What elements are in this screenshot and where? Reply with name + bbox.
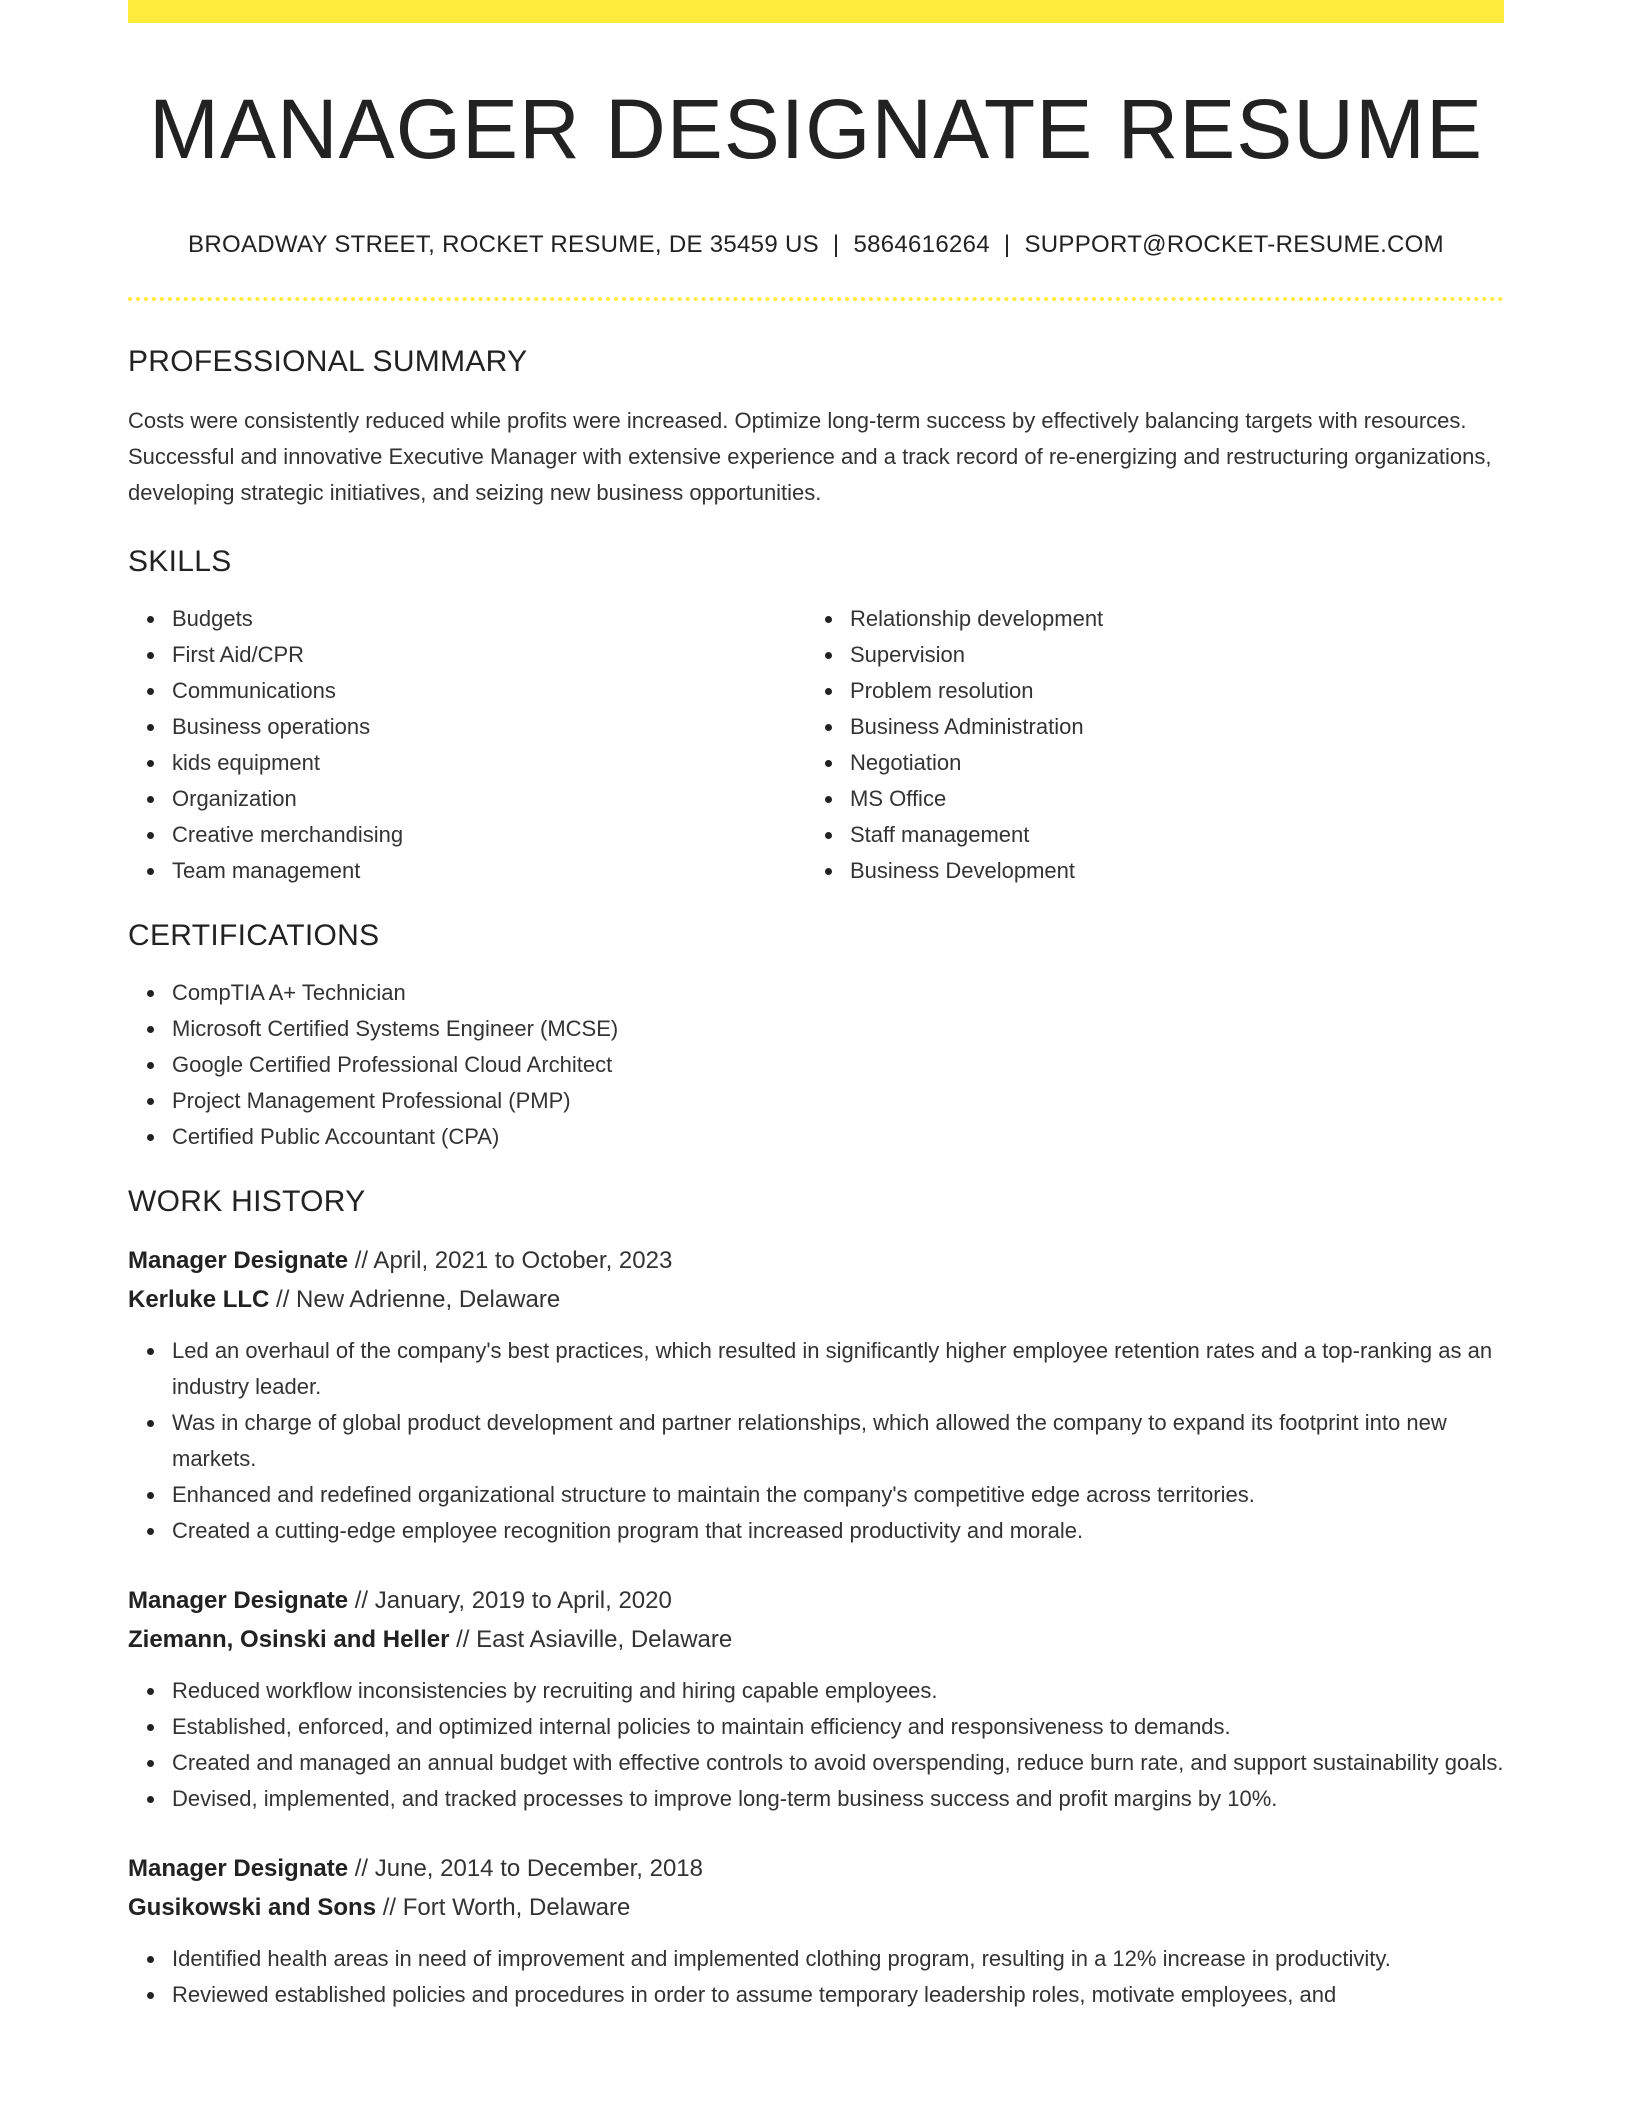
skill-item: Problem resolution [850, 673, 1484, 709]
job-company: Kerluke LLC [128, 1286, 270, 1314]
resume-page [128, 0, 1504, 2013]
skill-item: Business Administration [850, 709, 1484, 745]
certification-item: Microsoft Certified Systems Engineer (MCSE) [172, 1011, 1504, 1047]
skills-column-left [128, 601, 806, 889]
job-company-line [128, 1620, 1504, 1659]
skills-list-left [128, 601, 806, 889]
skills-heading: SKILLS [128, 545, 232, 579]
contact-line [128, 231, 1504, 259]
skill-item: kids equipment [172, 745, 806, 781]
summary-heading: PROFESSIONAL SUMMARY [128, 345, 528, 379]
skill-item: Organization [172, 781, 806, 817]
work-history-heading: WORK HISTORY [128, 1185, 366, 1219]
accent-top-bar [128, 0, 1504, 23]
skills-column-right [806, 601, 1484, 889]
job-bullet: Reviewed established policies and procedures in order to assume temporary leadership roles, motivate employees, and [172, 1977, 1504, 2013]
skills-list-right [806, 601, 1484, 889]
job-bullet: Reduced workflow inconsistencies by recruiting and hiring capable employees. [172, 1673, 1504, 1709]
skill-item: Budgets [172, 601, 806, 637]
job-role: Manager Designate [128, 1587, 349, 1615]
job-location: // New Adrienne, Delaware [276, 1286, 561, 1314]
skill-item: Team management [172, 853, 806, 889]
job-bullet-list [128, 1333, 1504, 1549]
job-entry [128, 1241, 1504, 1549]
job-bullet: Led an overhaul of the company's best practices, which resulted in significantly higher employee retention rates and a top-ranking as an industry leader. [172, 1333, 1504, 1405]
job-bullet-list [128, 1673, 1504, 1817]
contact-phone: 5864616264 [853, 231, 990, 259]
job-dates: // January, 2019 to April, 2020 [354, 1587, 672, 1615]
job-dates: // April, 2021 to October, 2023 [354, 1247, 673, 1275]
skill-item: Relationship development [850, 601, 1484, 637]
job-entry [128, 1581, 1504, 1817]
job-company-line [128, 1888, 1504, 1927]
job-title-line [128, 1849, 1504, 1888]
dotted-divider [128, 297, 1504, 301]
job-bullet: Devised, implemented, and tracked processes to improve long-term business success and profit margins by 10%. [172, 1781, 1504, 1817]
contact-separator: | [832, 231, 840, 259]
skill-item: MS Office [850, 781, 1484, 817]
job-bullet: Created a cutting-edge employee recognition program that increased productivity and morale. [172, 1513, 1504, 1549]
certification-item: Project Management Professional (PMP) [172, 1083, 1504, 1119]
summary-text: Costs were consistently reduced while profits were increased. Optimize long-term success by effectively balancing targets with resources. Successful and innovative Executive Manager with extensive experience and a track record of re-energizing and restructuring organizations, developing strategic initiatives, and seizing new business opportunities. [128, 408, 1492, 506]
job-bullet: Established, enforced, and optimized internal policies to maintain efficiency and responsiveness to demands. [172, 1709, 1504, 1745]
skill-item: Communications [172, 673, 806, 709]
job-title-line [128, 1581, 1504, 1620]
job-role: Manager Designate [128, 1247, 349, 1275]
skill-item: Staff management [850, 817, 1484, 853]
contact-email: SUPPORT@ROCKET-RESUME.COM [1024, 231, 1444, 259]
job-entry [128, 1849, 1504, 2013]
job-company-line [128, 1280, 1504, 1319]
job-bullet: Enhanced and redefined organizational structure to maintain the company's competitive edge across territories. [172, 1477, 1504, 1513]
skills-columns [128, 601, 1504, 889]
job-company: Gusikowski and Sons [128, 1894, 377, 1922]
certifications-heading: CERTIFICATIONS [128, 919, 380, 953]
resume-title: MANAGER DESIGNATE RESUME [149, 82, 1483, 176]
job-bullet: Created and managed an annual budget with effective controls to avoid overspending, reduce burn rate, and support sustainability goals. [172, 1745, 1504, 1781]
job-title-line [128, 1241, 1504, 1280]
skill-item: Creative merchandising [172, 817, 806, 853]
certifications-list [128, 975, 1504, 1155]
certification-item: Google Certified Professional Cloud Architect [172, 1047, 1504, 1083]
job-dates: // June, 2014 to December, 2018 [354, 1855, 703, 1883]
job-company: Ziemann, Osinski and Heller [128, 1626, 450, 1654]
contact-address: BROADWAY STREET, ROCKET RESUME, DE 35459 US [188, 231, 819, 259]
contact-separator: | [1003, 231, 1011, 259]
job-bullet: Was in charge of global product development and partner relationships, which allowed the company to expand its footprint into new markets. [172, 1405, 1504, 1477]
skill-item: Supervision [850, 637, 1484, 673]
skill-item: Business operations [172, 709, 806, 745]
skill-item: Negotiation [850, 745, 1484, 781]
certification-item: Certified Public Accountant (CPA) [172, 1119, 1504, 1155]
job-location: // East Asiaville, Delaware [456, 1626, 733, 1654]
certification-item: CompTIA A+ Technician [172, 975, 1504, 1011]
skill-item: Business Development [850, 853, 1484, 889]
job-role: Manager Designate [128, 1855, 349, 1883]
job-location: // Fort Worth, Delaware [382, 1894, 631, 1922]
job-bullet-list [128, 1941, 1504, 2013]
job-bullet: Identified health areas in need of improvement and implemented clothing program, resulting in a 12% increase in productivity. [172, 1941, 1504, 1977]
skill-item: First Aid/CPR [172, 637, 806, 673]
